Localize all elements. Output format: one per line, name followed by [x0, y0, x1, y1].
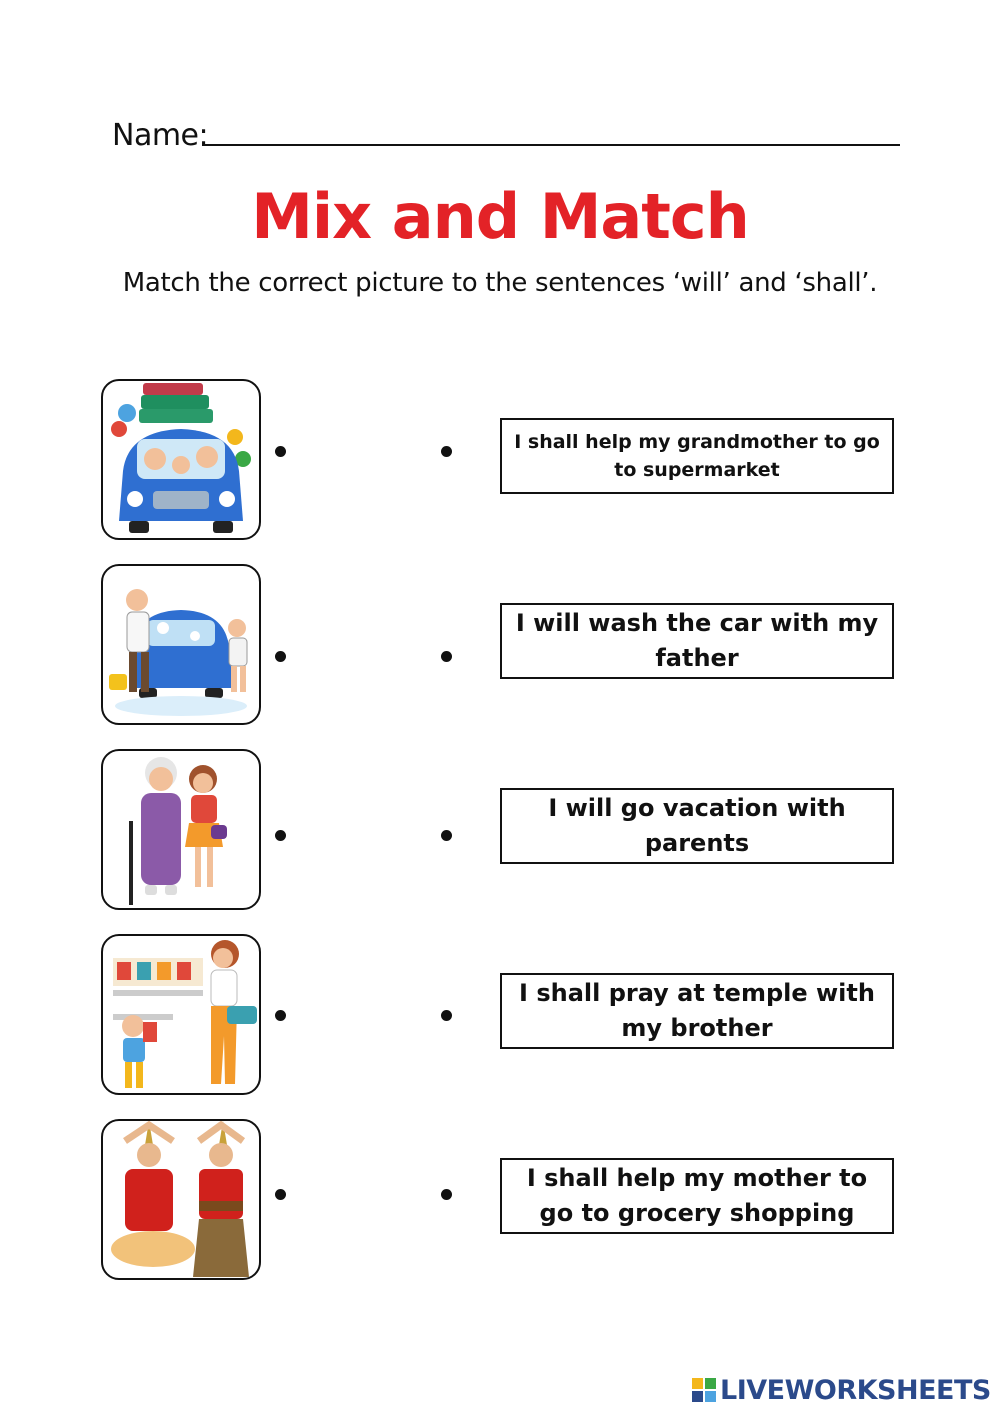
picture-dot-4[interactable] [275, 1010, 286, 1021]
picture-dot-5[interactable] [275, 1189, 286, 1200]
sentence-dot-1[interactable] [441, 446, 452, 457]
sentence-box-2: I will wash the car with my father [500, 603, 894, 679]
picture-dot-2[interactable] [275, 651, 286, 662]
picture-card-1 [101, 379, 261, 540]
grandmother-girl-icon [103, 751, 259, 908]
sentence-dot-4[interactable] [441, 1010, 452, 1021]
liveworksheets-logo [692, 1372, 991, 1408]
picture-card-3 [101, 749, 261, 910]
sentence-dot-5[interactable] [441, 1189, 452, 1200]
sentence-dot-2[interactable] [441, 651, 452, 662]
picture-dot-1[interactable] [275, 446, 286, 457]
name-label: Name: [112, 118, 209, 153]
name-line[interactable] [202, 144, 900, 146]
car-washing-icon [103, 566, 259, 723]
picture-card-2 [101, 564, 261, 725]
sentence-box-1: I shall help my grandmother to go to supermarket [500, 418, 894, 494]
picture-dot-3[interactable] [275, 830, 286, 841]
praying-at-temple-icon [103, 1121, 259, 1278]
sentence-box-3: I will go vacation with parents [500, 788, 894, 864]
sentence-box-5: I shall help my mother to go to grocery shopping [500, 1158, 894, 1234]
picture-card-4 [101, 934, 261, 1095]
picture-card-5 [101, 1119, 261, 1280]
brand-text: LIVEWORKSHEETS [720, 1374, 991, 1406]
sentence-box-4: I shall pray at temple with my brother [500, 973, 894, 1049]
sentence-dot-3[interactable] [441, 830, 452, 841]
grocery-shopping-icon [103, 936, 259, 1093]
worksheet-title: Mix and Match [251, 180, 749, 253]
family-car-vacation-icon [103, 381, 259, 538]
liveworksheets-mark-icon [692, 1378, 716, 1402]
instruction-text: Match the correct picture to the sentences ‘will’ and ‘shall’. [122, 268, 878, 298]
